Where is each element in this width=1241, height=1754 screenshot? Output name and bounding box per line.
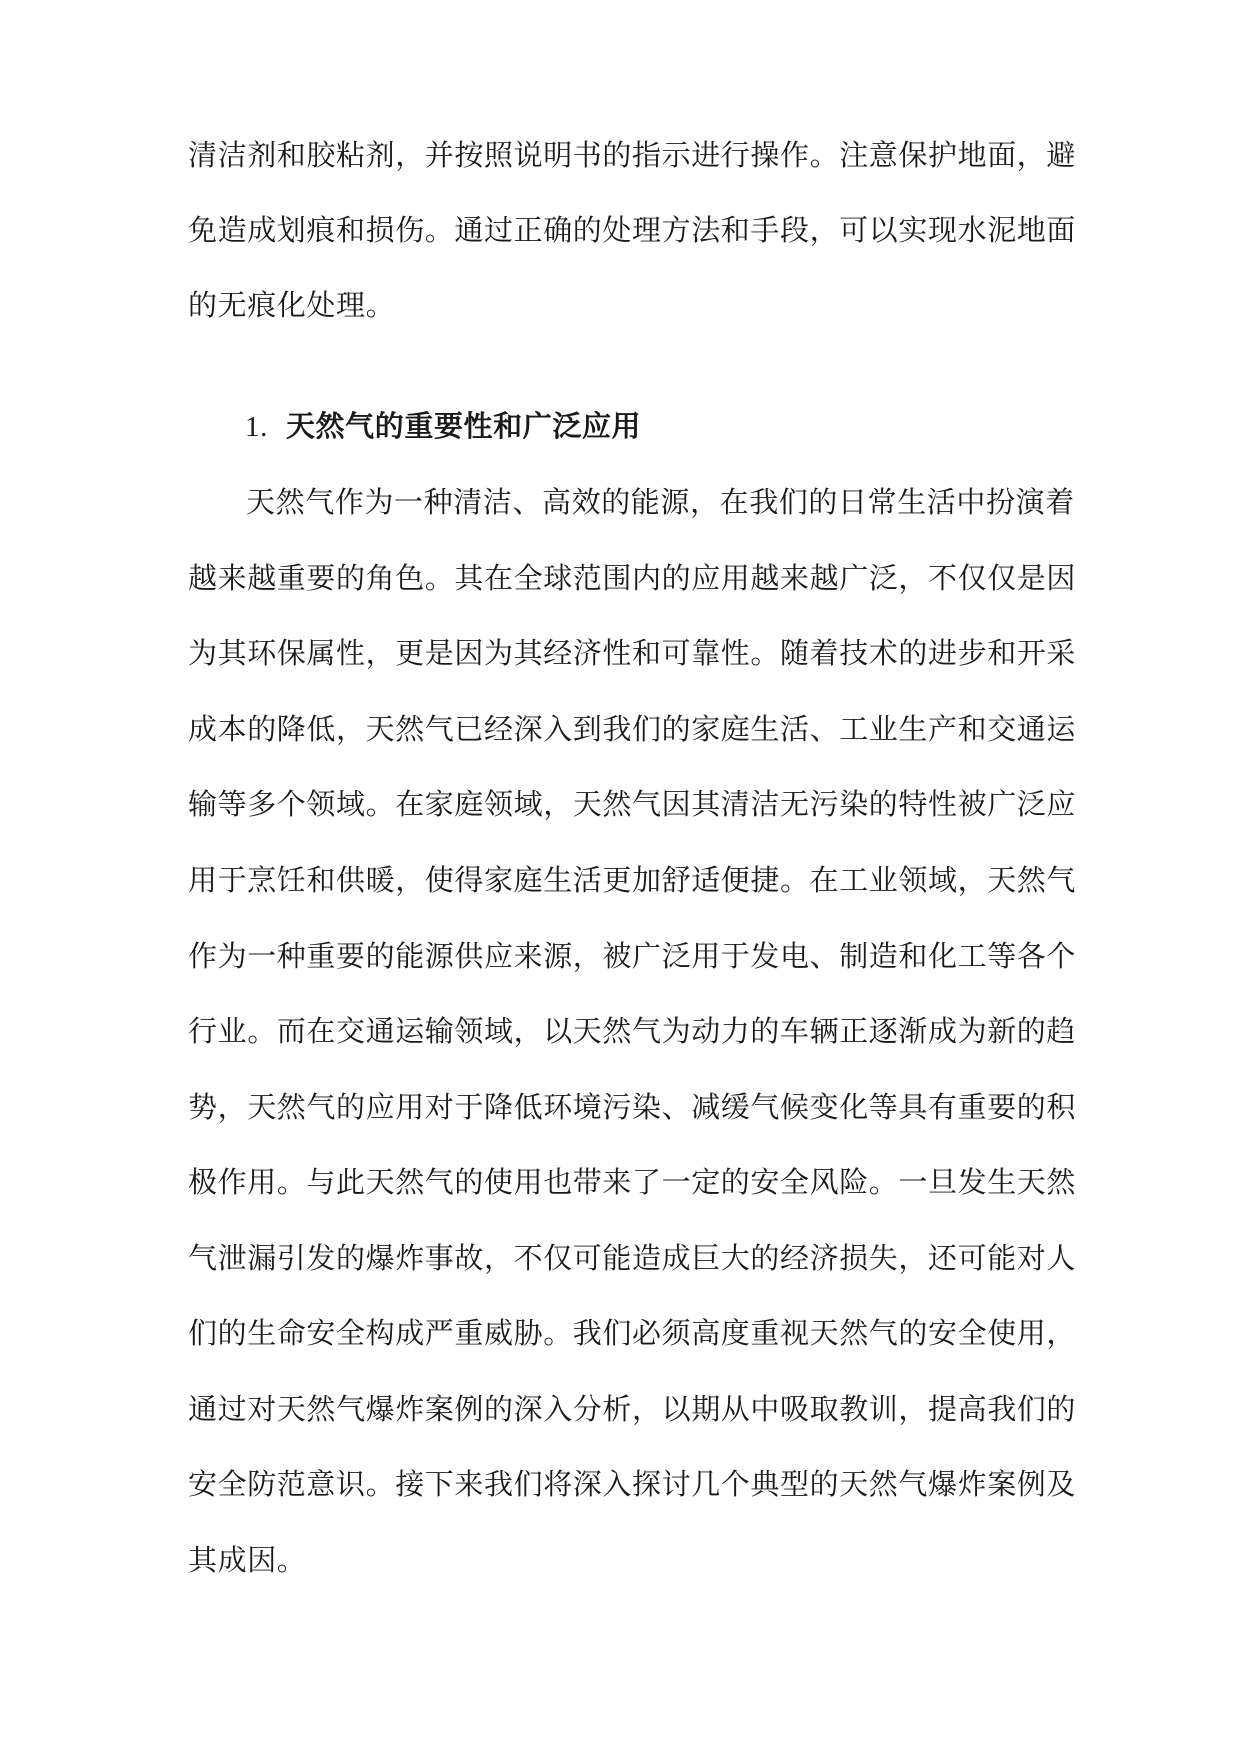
body-text-line: 作为一种重要的能源供应来源，被广泛用于发电、制造和化工等各个: [188, 939, 1077, 973]
body-text-line: 输等多个领域。在家庭领域，天然气因其清洁无污染的特性被广泛应: [188, 787, 1077, 821]
section-title: 天然气的重要性和广泛应用: [285, 409, 642, 443]
body-text-line: 天然气作为一种清洁、高效的能源，在我们的日常生活中扮演着: [246, 485, 1075, 519]
body-text-line: 成本的降低，天然气已经深入到我们的家庭生活、工业生产和交通运: [188, 712, 1077, 746]
section-heading: [245, 406, 641, 447]
body-text-line: 通过对天然气爆炸案例的深入分析，以期从中吸取教训，提高我们的: [188, 1392, 1077, 1426]
body-text-line: 气泄漏引发的爆炸事故，不仅可能造成巨大的经济损失，还可能对人: [188, 1241, 1077, 1275]
section-number: 1.: [245, 411, 268, 443]
body-text-line: 为其环保属性，更是因为其经济性和可靠性。随着技术的进步和开采: [188, 636, 1077, 670]
body-text-line: 用于烹饪和供暖，使得家庭生活更加舒适便捷。在工业领域，天然气: [188, 863, 1077, 897]
body-text-line: 越来越重要的角色。其在全球范围内的应用越来越广泛，不仅仅是因: [188, 561, 1077, 595]
body-text-line: 行业。而在交通运输领域，以天然气为动力的车辆正逐渐成为新的趋: [188, 1014, 1077, 1048]
body-text-line: 们的生命安全构成严重威胁。我们必须高度重视天然气的安全使用，: [188, 1316, 1077, 1350]
body-text-line: 免造成划痕和损伤。通过正确的处理方法和手段，可以实现水泥地面: [188, 213, 1077, 247]
body-text-line: 其成因。: [188, 1543, 307, 1577]
body-text-line: 极作用。与此天然气的使用也带来了一定的安全风险。一旦发生天然: [188, 1165, 1077, 1199]
body-text-line: 安全防范意识。接下来我们将深入探讨几个典型的天然气爆炸案例及: [188, 1467, 1077, 1501]
body-text-line: 势，天然气的应用对于降低环境污染、减缓气候变化等具有重要的积: [188, 1090, 1077, 1124]
body-text-line: 的无痕化处理。: [188, 288, 396, 322]
body-text-line: 清洁剂和胶粘剂，并按照说明书的指示进行操作。注意保护地面，避: [188, 138, 1077, 172]
